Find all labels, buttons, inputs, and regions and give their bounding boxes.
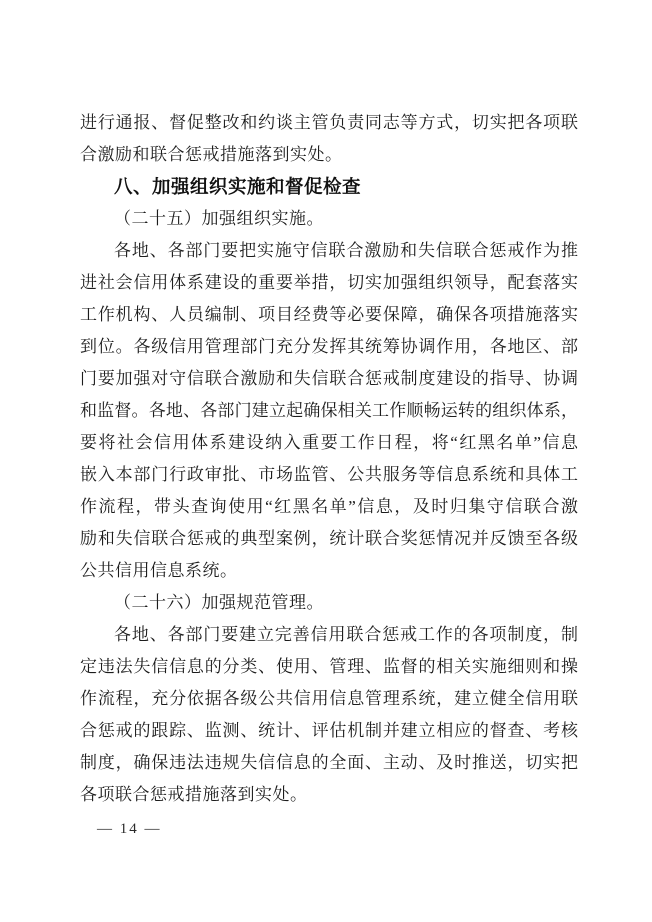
text-line: 公共信用信息系统。 (80, 561, 238, 580)
text-line: 工作机构、人员编制、项目经费等必要保障，确保各项措施落实 (80, 305, 578, 324)
text-line: 进社会信用体系建设的重要举措，切实加强组织领导，配套落实 (80, 273, 578, 292)
text-line: 作流程，充分依据各级公共信用信息管理系统，建立健全信用联 (80, 689, 578, 708)
text-line: 制度，确保违法违规失信信息的全面、主动、及时推送，切实把 (80, 753, 578, 772)
section-heading: 八、加强组织实施和督促检查 (114, 176, 362, 197)
text-line: 作流程，带头查询使用“红黑名单”信息，及时归集守信联合激 (80, 497, 578, 516)
document-body (80, 107, 578, 811)
text-line: 进行通报、督促整改和约谈主管负责同志等方式，切实把各项联 (80, 113, 578, 132)
page-number: — 14 — (97, 821, 162, 837)
subsection-title: （二十六）加强规范管理。 (114, 593, 324, 612)
subsection-title: （二十五）加强组织实施。 (114, 209, 324, 228)
text-line: 到位。各级信用管理部门充分发挥其统筹协调作用，各地区、部 (80, 337, 578, 356)
text-line: 合惩戒的跟踪、监测、统计、评估机制并建立相应的督查、考核 (80, 721, 578, 740)
text-line: 嵌入本部门行政审批、市场监管、公共服务等信息系统和具体工 (80, 465, 578, 484)
text-line: 各项联合惩戒措施落到实处。 (80, 785, 308, 804)
text-line: 门要加强对守信联合激励和失信联合惩戒制度建设的指导、协调 (80, 369, 578, 388)
text-line: 各地、各部门要把实施守信联合激励和失信联合惩戒作为推 (114, 241, 578, 260)
text-line: 各地、各部门要建立完善信用联合惩戒工作的各项制度，制 (114, 625, 578, 644)
text-line: 和监督。各地、各部门建立起确保相关工作顺畅运转的组织体系， (80, 401, 578, 420)
text-line: 要将社会信用体系建设纳入重要工作日程，将“红黑名单”信息 (80, 433, 578, 452)
text-line: 励和失信联合惩戒的典型案例，统计联合奖惩情况并反馈至各级 (80, 529, 578, 548)
text-line: 合激励和联合惩戒措施落到实处。 (80, 145, 343, 164)
text-line: 定违法失信信息的分类、使用、管理、监督的相关实施细则和操 (80, 657, 578, 676)
